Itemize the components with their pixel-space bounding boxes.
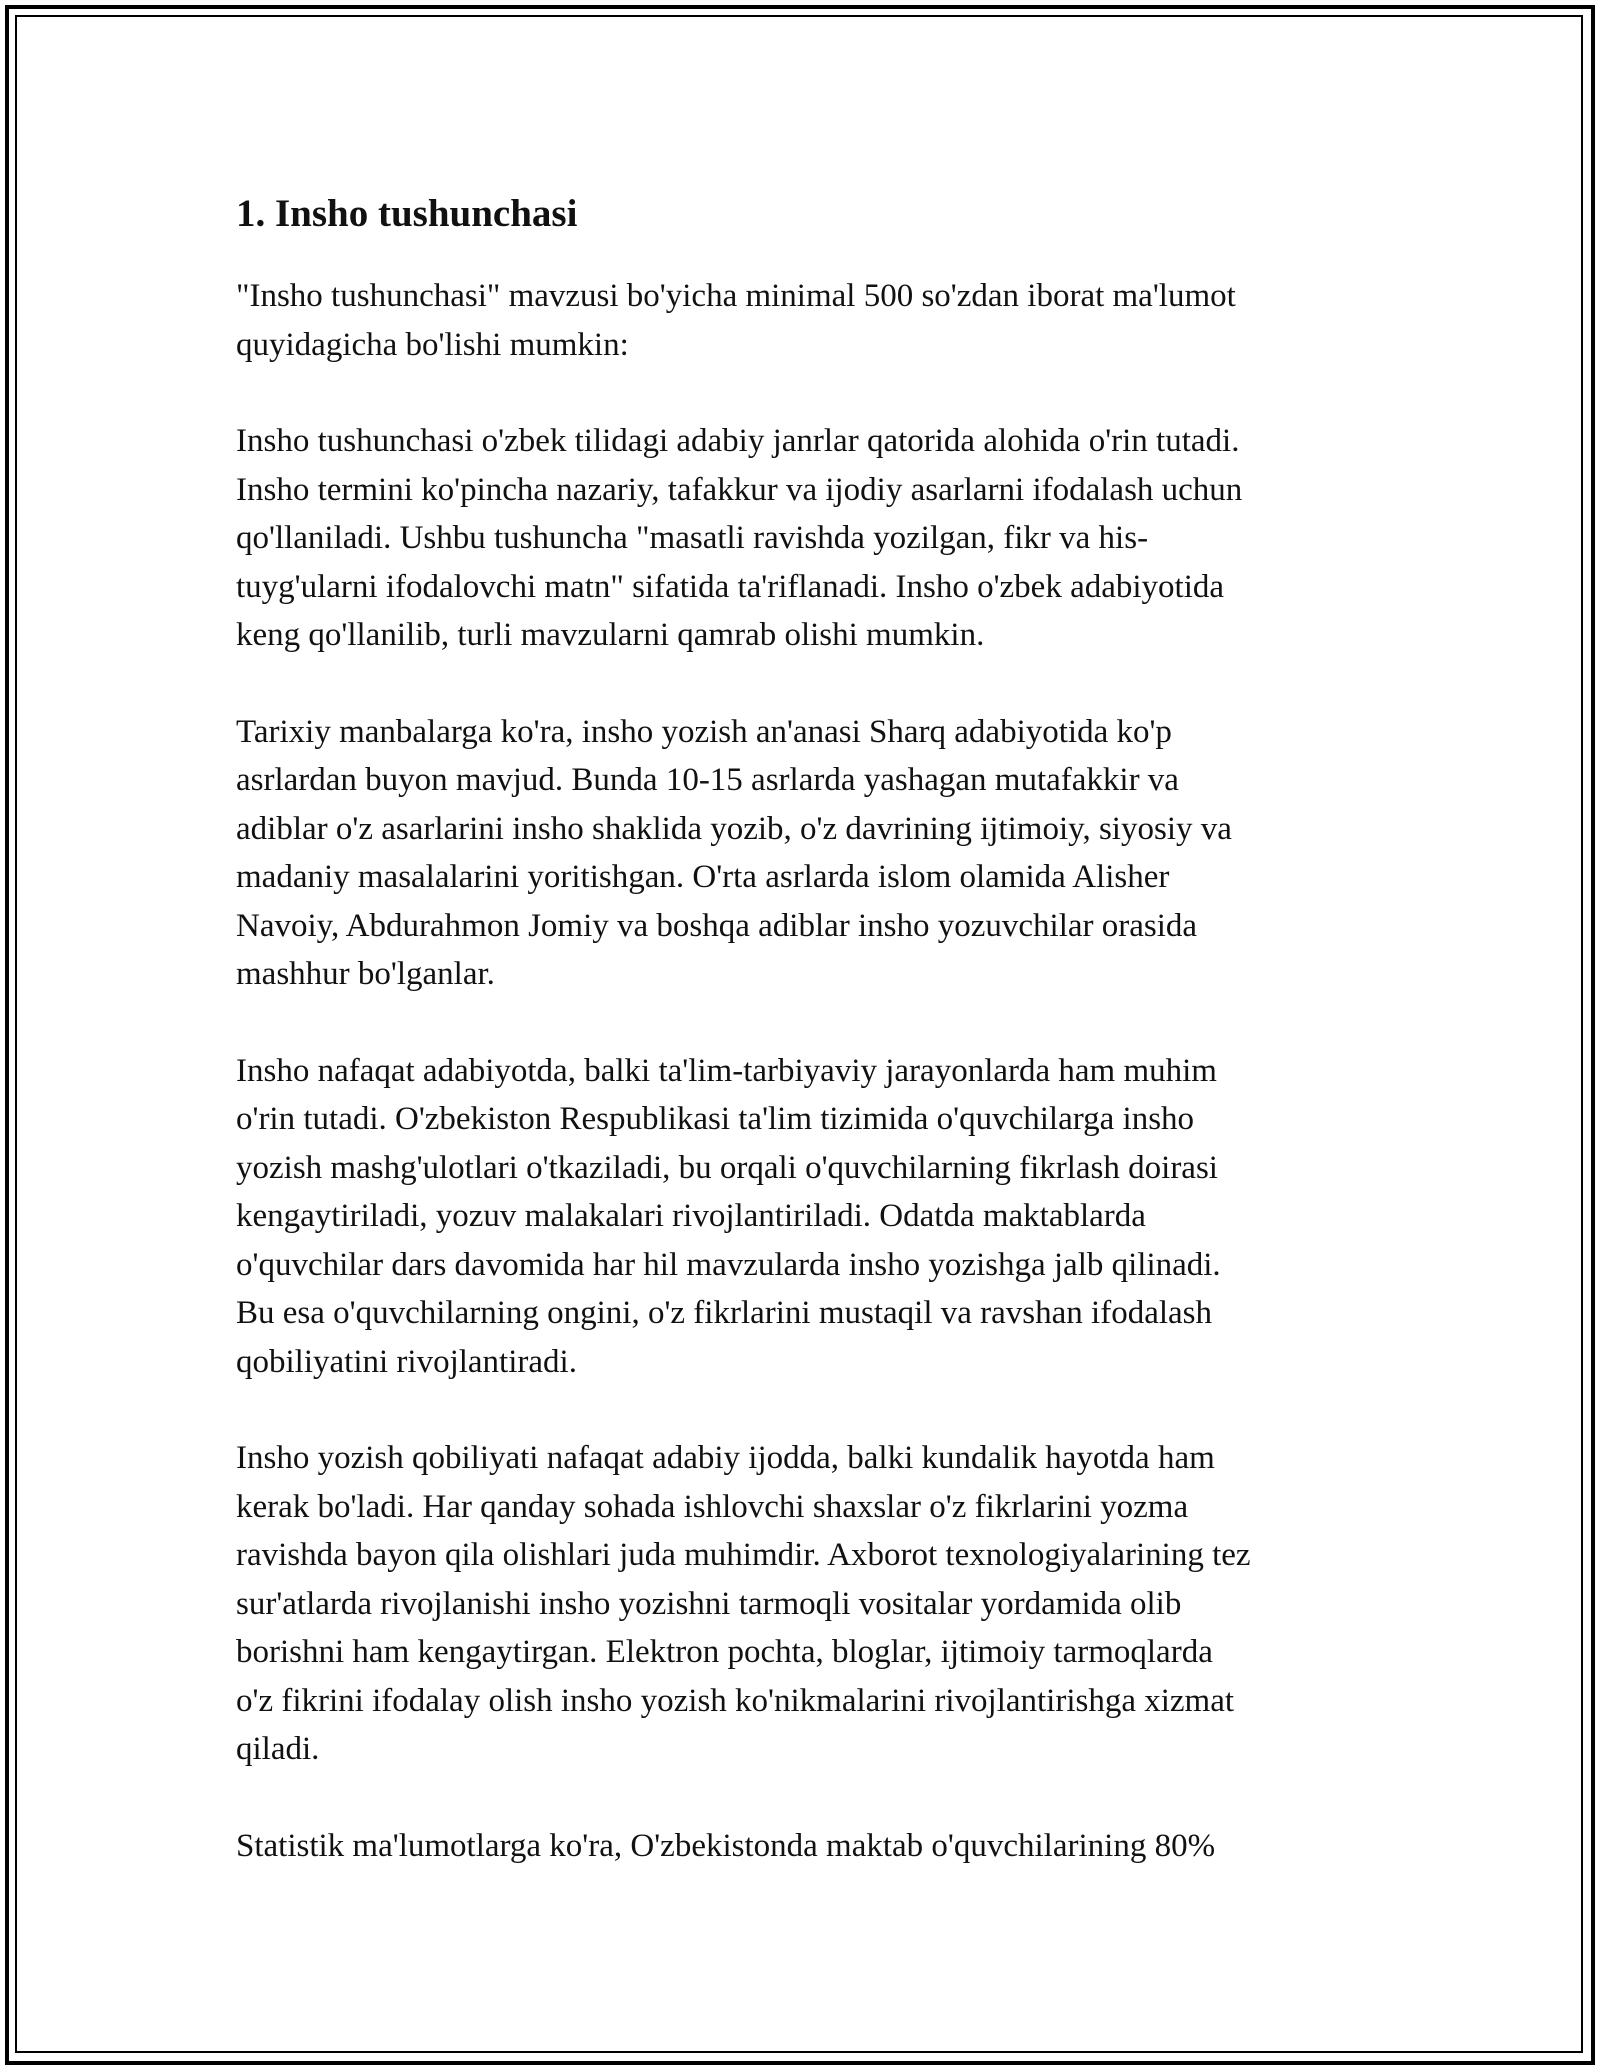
text-line: ravishda bayon qila olishlari juda muhimdir. Axborot texnologiyalarining tez	[236, 1537, 1251, 1573]
text-line: qiladi.	[236, 1731, 320, 1767]
text-line: quyidagicha bo'lishi mumkin:	[236, 326, 629, 363]
document-body	[236, 188, 1376, 1918]
text-line: borishni ham kengaytirgan. Elektron pochta, bloglar, ijtimoiy tarmoqlarda	[236, 1634, 1213, 1670]
text-line: Insho tushunchasi o'zbek tilidagi adabiy janrlar qatorida alohida o'rin tutadi.	[236, 423, 1240, 459]
text-line: tuyg'ularni ifodalovchi matn" sifatida ta'riflanadi. Insho o'zbek adabiyotida	[236, 568, 1225, 605]
text-line: keng qo'llanilib, turli mavzularni qamrab olishi mumkin.	[236, 617, 985, 653]
text-line: Statistik ma'lumotlarga ko'ra, O'zbekistonda maktab o'quvchilarining 80%	[236, 1827, 1216, 1864]
text-line: Bu esa o'quvchilarning ongini, o'z fikrlarini mustaqil va ravshan ifodalash	[236, 1295, 1212, 1331]
text-line: o'z fikrini ifodalay olish insho yozish ko'nikmalarini rivojlantirishga xizmat	[236, 1682, 1235, 1719]
text-line: madaniy masalalarini yoritishgan. O'rta asrlarda islom olamida Alisher	[236, 859, 1170, 895]
text-line: yozish mashg'ulotlari o'tkaziladi, bu orqali o'quvchilarning fikrlash doirasi	[236, 1149, 1218, 1186]
text-line: kengaytiriladi, yozuv malakalari rivojlantiriladi. Odatda maktablarda	[236, 1198, 1146, 1234]
text-line: Insho yozish qobiliyati nafaqat adabiy ijodda, balki kundalik hayotda ham	[236, 1440, 1215, 1476]
paragraph-definition	[236, 417, 1376, 660]
text-line: qobiliyatini rivojlantiradi.	[236, 1343, 577, 1380]
paragraph-statistics	[236, 1822, 1376, 1871]
text-line: qo'llaniladi. Ushbu tushuncha "masatli ravishda yozilgan, fikr va his-	[236, 520, 1149, 556]
paragraph-education	[236, 1047, 1376, 1387]
section-title: 1. Insho tushunchasi	[236, 192, 578, 235]
paragraph-intro	[236, 272, 1376, 369]
text-line: o'quvchilar dars davomida har hil mavzularda insho yozishga jalb qilinadi.	[236, 1246, 1221, 1283]
paragraph-everyday-life	[236, 1434, 1376, 1774]
text-line: Insho termini ko'pincha nazariy, tafakkur va ijodiy asarlarni ifodalash uchun	[236, 471, 1243, 508]
text-line: sur'atlarda rivojlanishi insho yozishni tarmoqli vositalar yordamida olib	[236, 1585, 1182, 1622]
text-line: o'rin tutadi. O'zbekiston Respublikasi ta'lim tizimida o'quvchilarga insho	[236, 1101, 1195, 1137]
text-line: Insho nafaqat adabiyotda, balki ta'lim-tarbiyaviy jarayonlarda ham muhim	[236, 1052, 1217, 1089]
text-line: Tarixiy manbalarga ko'ra, insho yozish an'anasi Sharq adabiyotida ko'p	[236, 713, 1172, 750]
text-line: adiblar o'z asarlarini insho shaklida yozib, o'z davrining ijtimoiy, siyosiy va	[236, 810, 1232, 847]
text-line: kerak bo'ladi. Har qanday sohada ishlovchi shaxslar o'z fikrlarini yozma	[236, 1488, 1189, 1525]
text-line: mashhur bo'lganlar.	[236, 956, 495, 992]
text-line: Navoiy, Abdurahmon Jomiy va boshqa adiblar insho yozuvchilar orasida	[236, 907, 1198, 944]
text-line: "Insho tushunchasi" mavzusi bo'yicha minimal 500 so'zdan iborat ma'lumot	[236, 278, 1236, 314]
paragraph-history	[236, 708, 1376, 999]
text-line: asrlardan buyon mavjud. Bunda 10-15 asrlarda yashagan mutafakkir va	[236, 762, 1179, 798]
